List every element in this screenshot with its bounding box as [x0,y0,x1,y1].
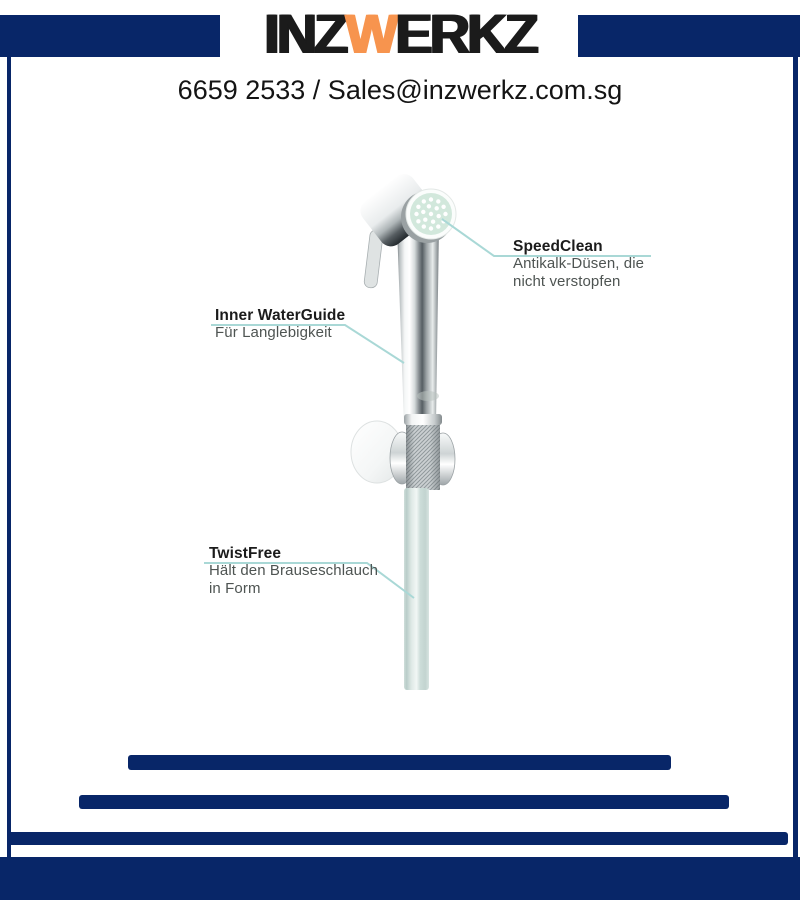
logo-part-2: ERKZ [395,2,536,65]
annotation-twistfree-label: TwistFree [209,545,282,562]
annotation-speedclean-label: SpeedClean [513,238,603,255]
annotation-waterguide-label: Inner WaterGuide [215,307,346,324]
annotation-waterguide [215,307,345,342]
annotation-speedclean-text-1: Antikalk-Düsen, die [513,255,645,272]
logo-accent-letter: W [345,2,396,65]
annotation-speedclean [513,238,644,290]
annotation-waterguide-text-1: Für Langlebigkeit [215,324,332,341]
annotation-twistfree-text-1: Hält den Brauseschlauch [209,562,379,579]
annotation-twistfree [209,545,378,597]
shower-handle [397,226,439,424]
logo-part-1: INZ [264,2,346,65]
contact-line: 6659 2533 / Sales@inzwerkz.com.sg [177,75,623,105]
hose-connector-nut [404,414,442,490]
shower-hose [404,488,429,690]
annotation-twistfree-text-2: in Form [209,579,261,597]
annotation-speedclean-text-2: nicht verstopfen [513,272,621,290]
